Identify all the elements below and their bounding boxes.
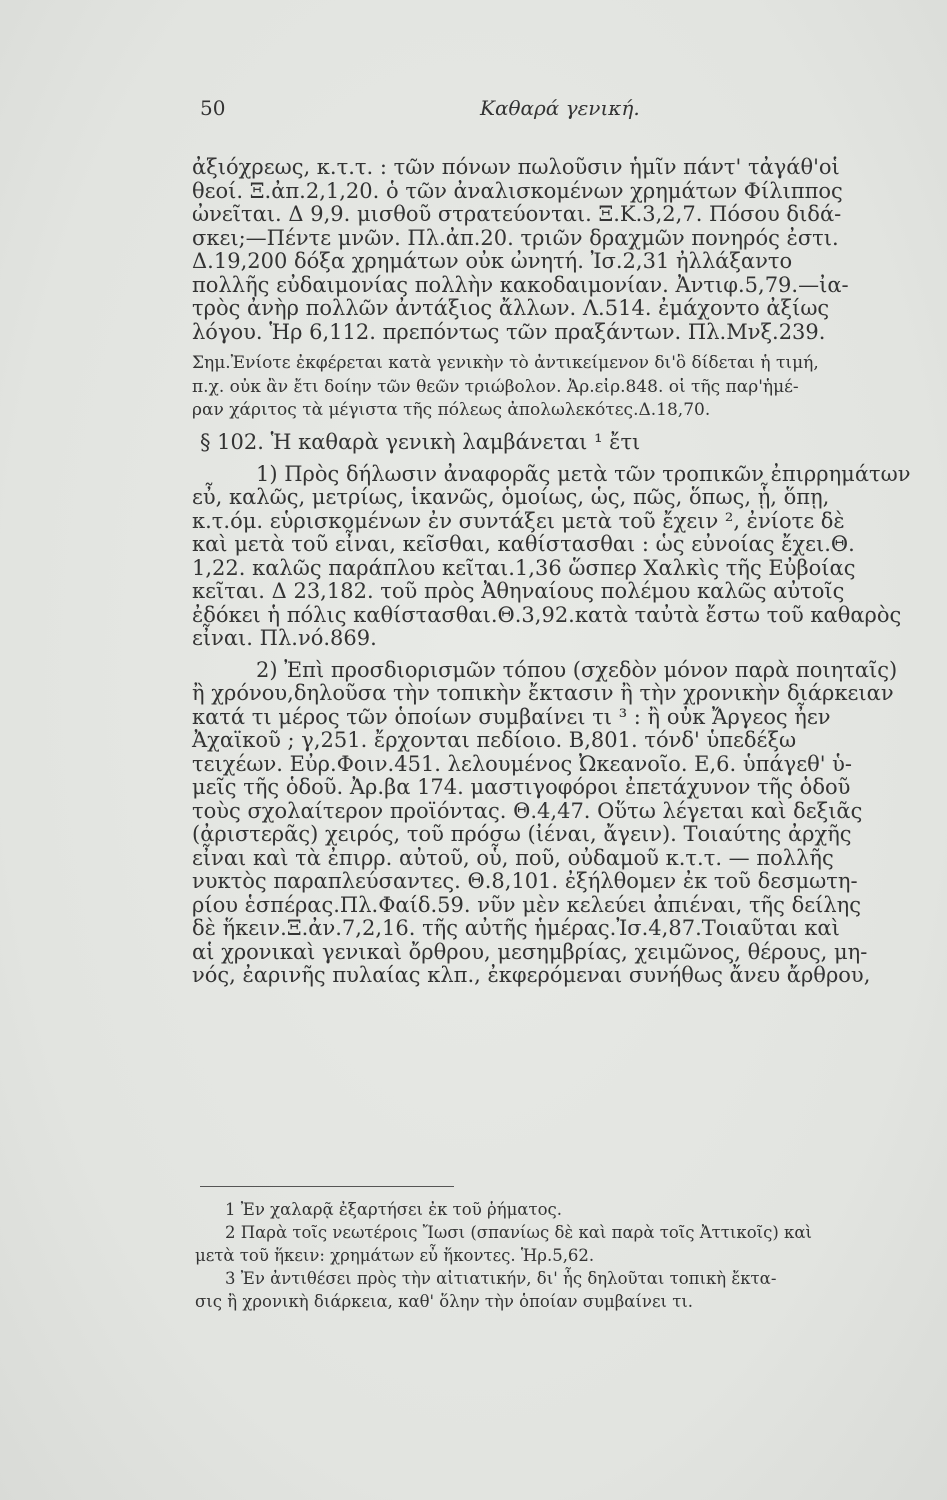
footnote-line: 2 Παρὰ τοῖς νεωτέροις Ἴωσι (σπανίως δὲ καὶ παρὰ τοῖς Ἀττικοῖς) καὶ xyxy=(225,1223,812,1242)
paragraph-line: τειχέων. Εὐρ.Φοιν.451. λελουμένος Ὠκεανοῖο. Ε,6. ὑπάγεθ' ὑ- xyxy=(192,751,853,776)
note-line: π.χ. οὐκ ἂν ἔτι δοίην τῶν θεῶν τριώβολον. Ἀρ.εἰρ.848. οἱ τῆς παρ'ἡμέ- xyxy=(192,376,799,397)
paragraph-line: μεῖς τῆς ὁδοῦ. Ἀρ.βα 174. μαστιγοφόροι ἐπετάχυνον τῆς ὁδοῦ xyxy=(192,775,851,799)
text-line: ὠνεῖται. Δ 9,9. μισθοῦ στρατεύονται. Ξ.Κ.3,2,7. Πόσου διδά- xyxy=(192,202,842,226)
paragraph-line: νυκτὸς παραπλεύσαντες. Θ.8,101. ἐξήλθομεν ἐκ τοῦ δεσμωτη- xyxy=(192,869,858,893)
footnote-line: 3 Ἐν ἀντιθέσει πρὸς τὴν αἰτιατικήν, δι' ἧς δηλοῦται τοπικὴ ἔκτα- xyxy=(225,1269,777,1288)
text-line: ἀξιόχρεως, κ.τ.τ. : τῶν πόνων πωλοῦσιν ἡμῖν πάντ' τἀγάθ'οἱ xyxy=(192,155,840,179)
text-line: λόγου. Ἡρ 6,112. πρεπόντως τῶν πραξάντων. Πλ.Μνξ.239. xyxy=(192,319,826,344)
footnote-line: σις ἢ χρονικὴ διάρκεια, καθ' ὅλην τὴν ὁποίαν συμβαίνει τι. xyxy=(195,1292,694,1311)
section-heading: § 102. Ἡ καθαρὰ γενικὴ λαμβάνεται ¹ ἔτι xyxy=(200,429,641,454)
paragraph-line: καὶ μετὰ τοῦ εἶναι, κεῖσθαι, καθίστασθαι : ὡς εὐνοίας ἔχει.Θ. xyxy=(192,532,855,556)
paragraph-line: δὲ ἥκειν.Ξ.ἀν.7,2,16. τῆς αὐτῆς ἡμέρας.Ἰσ.4,87.Τοιαῦται καὶ xyxy=(192,916,840,940)
paragraph-line: ἐδόκει ἡ πόλις καθίστασθαι.Θ.3,92.κατὰ ταὐτὰ ἔστω τοῦ καθαρὸς xyxy=(192,602,902,627)
paragraph-line: κεῖται. Δ 23,182. τοῦ πρὸς Ἀθηναίους πολέμου καλῶς αὐτοῖς xyxy=(192,579,845,603)
running-title: Καθαρά γενική. xyxy=(480,96,640,120)
paragraph-line: Ἀχαϊκοῦ ; γ,251. ἔρχονται πεδίοιο. Β,801. τόνδ' ὑπεδέξω xyxy=(192,728,797,752)
paragraph-line: τοὺς σχολαίτερον προϊόντας. Θ.4,47. Οὕτω λέγεται καὶ δεξιᾶς xyxy=(192,798,863,823)
paragraph-line: 1) Πρὸς δήλωσιν ἀναφορᾶς μετὰ τῶν τροπικῶν ἐπιρρημάτων xyxy=(256,461,911,486)
text-line: τρὸς ἀνὴρ πολλῶν ἀντάξιος ἄλλων. Λ.514. ἐμάχοντο ἀξίως xyxy=(192,296,830,320)
footnotes xyxy=(195,1198,915,1313)
paragraph-line: (ἀριστερᾶς) χειρός, τοῦ πρόσω (ἰέναι, ἄγειν). Τοιαύτης ἀρχῆς xyxy=(192,822,852,846)
paragraph-line: κ.τ.όμ. εὑρισκομένων ἐν συντάξει μετὰ τοῦ ἔχειν ², ἐνίοτε δὲ xyxy=(192,508,845,533)
footnote-line: μετὰ τοῦ ἥκειν: χρημάτων εὖ ἥκοντες. Ἡρ.5,62. xyxy=(195,1246,595,1265)
text-line: σκει;—Πέντε μνῶν. Πλ.ἀπ.20. τριῶν δραχμῶν πονηρός ἐστι. xyxy=(192,225,839,250)
paragraph-line: ἢ χρόνου,δηλοῦσα τὴν τοπικὴν ἔκτασιν ἢ τὴν χρονικὴν διάρκειαν xyxy=(192,681,894,705)
paragraph-line: εἶναι. Πλ.νό.869. xyxy=(192,626,377,650)
main-text xyxy=(192,156,912,988)
text-line: Δ.19,200 δόξα χρημάτων οὐκ ὠνητή. Ἰσ.2,31 ἠλλάξαντο xyxy=(192,249,793,273)
page-number: 50 xyxy=(200,96,226,120)
paragraph-line: εὖ, καλῶς, μετρίως, ἱκανῶς, ὁμοίως, ὡς, πῶς, ὅπως, ᾗ, ὅπῃ, xyxy=(192,485,830,509)
note-line: ραν χάριτος τὰ μέγιστα τῆς πόλεως ἀπολωλεκότες.Δ.18,70. xyxy=(192,400,711,420)
text-line: πολλῆς εὐδαιμονίας πολλὴν κακοδαιμονίαν. Ἀντιφ.5,79.—ἰα- xyxy=(192,272,849,297)
paragraph-line: κατά τι μέρος τῶν ὁποίων συμβαίνει τι ³ : ἢ οὐκ Ἄργεος ἦεν xyxy=(192,704,831,729)
paragraph-line: αἱ χρονικαὶ γενικαὶ ὄρθρου, μεσημβρίας, χειμῶνος, θέρους, μη- xyxy=(192,939,868,964)
footnote-line: 1 Ἐν χαλαρᾷ ἐξαρτήσει ἐκ τοῦ ῥήματος. xyxy=(225,1200,562,1219)
paragraph-line: εἶναι καὶ τὰ ἐπιρρ. αὐτοῦ, οὗ, ποῦ, οὐδαμοῦ κ.τ.τ. — πολλῆς xyxy=(192,845,834,870)
paragraph-line: 1,22. καλῶς παράπλου κεῖται.1,36 ὥσπερ Χαλκὶς τῆς Εὐβοίας xyxy=(192,555,856,580)
footnote-divider xyxy=(200,1186,454,1187)
paragraph-line: 2) Ἐπὶ προσδιορισμῶν τόπου (σχεδὸν μόνον παρὰ ποιηταῖς) xyxy=(256,657,898,682)
paragraph-line: νός, ἐαρινῆς πυλαίας κλπ., ἐκφερόμεναι συνήθως ἄνευ ἄρθρου, xyxy=(192,963,871,987)
page-header xyxy=(200,96,760,126)
note-line: Σημ.Ἐνίοτε ἐκφέρεται κατὰ γενικὴν τὸ ἀντικείμενον δι'ὃ δίδεται ἡ τιμή, xyxy=(192,353,819,373)
paragraph-line: ρίου ἑσπέρας.Πλ.Φαίδ.59. νῦν μὲν κελεύει ἀπιέναι, τῆς δείλης xyxy=(192,892,861,917)
text-line: θεοί. Ξ.ἀπ.2,1,20. ὁ τῶν ἀναλισκομένων χρημάτων Φίλιππος xyxy=(192,178,843,203)
